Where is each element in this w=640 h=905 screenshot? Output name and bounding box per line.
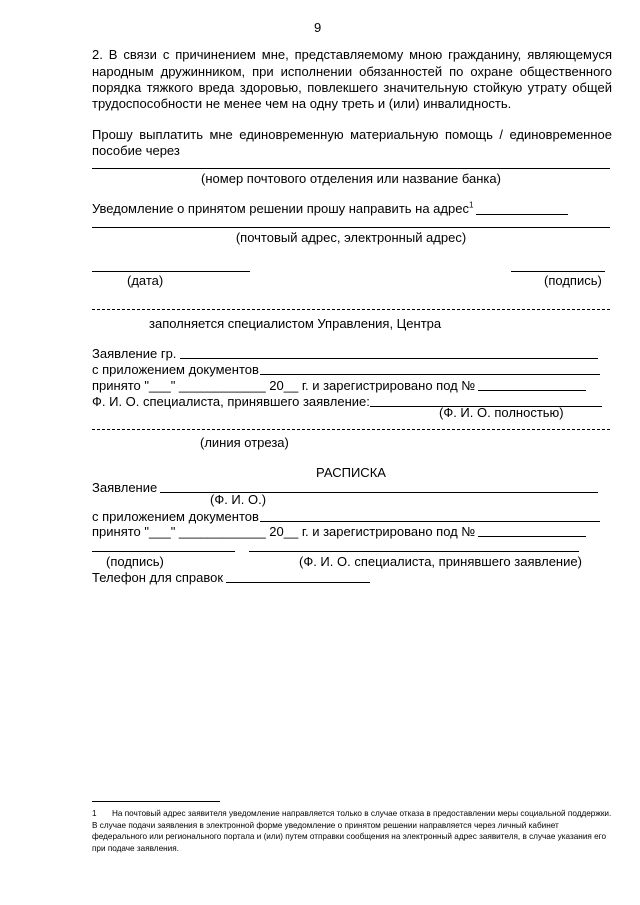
receipt-attachments-line[interactable] (260, 521, 600, 522)
dashed-cut-line (92, 429, 610, 430)
notify-address-line[interactable] (476, 214, 568, 215)
footnote (92, 808, 612, 854)
notify-text: Уведомление о принятом решении прошу направить на адрес$^1$ (92, 200, 474, 216)
date-field-line[interactable] (92, 271, 250, 272)
footnote-ref: 1 (468, 200, 474, 210)
bank-field-line[interactable] (92, 168, 610, 169)
receipt-phone-line[interactable] (226, 582, 370, 583)
receipt-phone-label: Телефон для справок (92, 570, 224, 585)
registration-number-line[interactable] (478, 390, 586, 391)
request-line1: Прошу выплатить мне единовременную материальную помощь / единовременное (92, 127, 612, 142)
receipt-title: РАСПИСКА (316, 465, 386, 480)
specialist-label: Ф. И. О. специалиста, принявшего заявление: (92, 394, 370, 409)
para2-line1: 2. В связи с причинением мне, представляемому мною гражданину, являющемуся (92, 47, 612, 62)
signature-field-line[interactable] (511, 271, 605, 272)
footnote-separator (92, 801, 220, 802)
receipt-specialist-line[interactable] (249, 551, 579, 552)
address-caption: (почтовый адрес, электронный адрес) (235, 230, 467, 245)
footnote-number: 1 (92, 809, 97, 818)
receipt-accepted-text: принято "___" ____________ 20__ г. и зарегистрировано под № (92, 524, 476, 539)
receipt-fio-caption: (Ф. И. О.) (210, 492, 267, 507)
page-number: 9 (314, 20, 322, 35)
full-name-caption: (Ф. И. О. полностью) (439, 405, 564, 420)
receipt-specialist-caption: (Ф. И. О. специалиста, принявшего заявление) (299, 554, 582, 569)
cut-line-caption: (линия отреза) (200, 435, 289, 450)
para2-line3: порядка тяжкого вреда здоровью, повлекшего значительную стойкую утрату общей (92, 80, 612, 95)
footnote-text: На почтовый адрес заявителя уведомление направляется только в случае отказа в предоставлении меры социальной поддержки. В случае подачи заявления в электронной форме уведомление о принятом решении направляется через личный кабинет федерального или регионального портала и (или) путем отправки сообщения на электронный адрес заявителя, в случае указания его при подаче заявления. (92, 809, 612, 853)
dashed-separator-top (92, 309, 610, 310)
bank-caption: (номер почтового отделения или название банка) (201, 171, 501, 186)
receipt-attachments-label: с приложением документов (92, 509, 259, 524)
application-field-line[interactable] (180, 358, 598, 359)
specialist-heading: заполняется специалистом Управления, Центра (149, 316, 442, 331)
receipt-signature-line[interactable] (92, 551, 235, 552)
date-caption: (дата) (127, 273, 164, 288)
receipt-signature-caption: (подпись) (106, 554, 164, 569)
attachments-label: с приложением документов (92, 362, 259, 377)
request-line2: пособие через (92, 143, 180, 158)
application-label: Заявление гр. (92, 346, 177, 361)
accepted-text: принято "___" ____________ 20__ г. и зарегистрировано под № (92, 378, 476, 393)
para2-line2: народным дружинником, при исполнении обязанностей по охране общественного (92, 64, 612, 79)
signature-caption: (подпись) (544, 273, 602, 288)
address-field-line[interactable] (92, 227, 610, 228)
para2-line4: трудоспособности не менее чем на одну треть и (или) инвалидность. (92, 96, 512, 111)
receipt-registration-number-line[interactable] (478, 536, 586, 537)
attachments-field-line[interactable] (260, 374, 600, 375)
receipt-application-label: Заявление (92, 480, 158, 495)
